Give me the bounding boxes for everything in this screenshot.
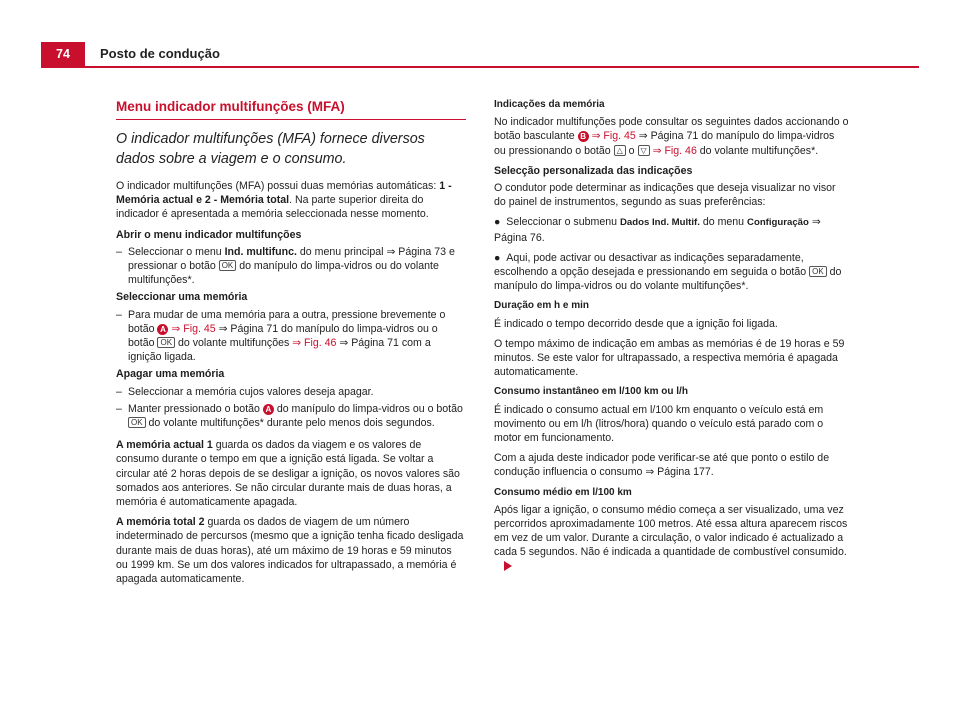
average-consumption-paragraph: Após ligar a ignição, o consumo médio começa a ser visualizado, uma vez percorridos aproximadamente 100 metros. Até essa altura aparecem riscos em vez de um valor. Durante a circulação, o valor indicado é actualizado a cada 5 segundos. Não é indicada a quantidade de combustível consumido.	[494, 503, 849, 574]
erase-memory-heading: Apagar uma memória	[116, 368, 225, 381]
ok-key-icon: OK	[128, 417, 146, 428]
lead-text: O indicador multifunções (MFA) fornece diversos dados sobre a viagem e o consumo.	[116, 131, 425, 167]
header-rule	[41, 66, 919, 68]
button-a-icon: A	[157, 324, 168, 335]
continue-arrow-icon	[504, 561, 512, 571]
duration-heading: Duração em h e min	[494, 300, 590, 312]
memory-1-paragraph: A memória actual 1 guarda os dados da viagem e os valores de consumo durante o tempo em que a ignição está ligada. Se voltar a circular até 2 horas depois de se desligar a ignição, os novos valores são somados aos anteriores. Se não circular durante mais de duas horas, a memória é automaticamente apagada.	[116, 439, 460, 509]
personalized-paragraph: O condutor pode determinar as indicações que deseja visualizar no visor do painel de instrumentos, segundo as suas preferências:	[494, 182, 836, 209]
ok-key-icon: OK	[219, 260, 237, 271]
fig-46-link[interactable]: ⇒ Fig. 46	[292, 337, 337, 350]
bullet-dot-icon: ●	[494, 216, 501, 229]
erase-memory-step-2: – Manter pressionado o botão A do manípulo do limpa-vidros ou o botão OK do volante multifunções* durante pelo menos dois segundos.	[116, 402, 463, 430]
fig-45-link[interactable]: ⇒ Fig. 45	[171, 322, 216, 335]
chapter-title: Posto de condução	[100, 46, 220, 61]
duration-paragraph-1: É indicado o tempo decorrido desde que a ignição foi ligada.	[494, 317, 778, 330]
button-b-icon: B	[578, 131, 589, 142]
down-key-icon: ▽	[638, 145, 650, 156]
ok-key-icon: OK	[157, 337, 175, 348]
open-menu-step: – Seleccionar o menu Ind. multifunc. do menu principal ⇒ Página 73 e pressionar o botão OK do manípulo do limpa-vidros ou do volante multifunções*.	[116, 245, 455, 287]
intro-paragraph: O indicador multifunções (MFA) possui duas memórias automáticas: 1 - Memória actual e 2 - Memória total. Na parte superior direita do indicador é apresentada a memória seleccionada nesse momento.	[116, 180, 452, 221]
bullet-submenu: ● Seleccionar o submenu Dados Ind. Multif. do menu Configuração ⇒ Página 76.	[494, 216, 821, 244]
bullet-dot-icon: ●	[494, 251, 501, 264]
erase-memory-step-1: – Seleccionar a memória cujos valores deseja apagar.	[116, 385, 374, 398]
right-column	[494, 98, 849, 580]
select-memory-step: – Para mudar de uma memória para a outra, pressione brevemente o botão A ⇒ Fig. 45 ⇒ Página 71 do manípulo do limpa-vidros ou o botão OK do volante multifunções ⇒ Fig. 46 ⇒ Página 71 com a ignição ligada.	[116, 308, 446, 364]
personalized-heading: Selecção personalizada das indicações	[494, 164, 693, 177]
select-memory-heading: Seleccionar uma memória	[116, 291, 248, 304]
fig-45-link[interactable]: ⇒ Fig. 45	[591, 130, 636, 143]
instant-consumption-heading: Consumo instantâneo em l/100 km ou l/h	[494, 386, 688, 398]
indications-heading: Indicações da memória	[494, 99, 605, 110]
section-title: Menu indicador multifunções (MFA)	[116, 98, 466, 120]
instant-consumption-paragraph-1: É indicado o consumo actual em l/100 km enquanto o veículo está em movimento ou em l/h (litros/hora) quando o veículo está parado com o motor em funcionamento.	[494, 403, 824, 445]
indications-paragraph: No indicador multifunções pode consultar os seguintes dados accionando o botão basculante B ⇒ Fig. 45 ⇒ Página 71 do manípulo do limpa-vidros ou pressionando o botão △ o ▽ ⇒ Fig. 46 do volante multifunções*.	[494, 116, 849, 157]
button-a-icon: A	[263, 404, 274, 415]
memory-2-paragraph: A memória total 2 guarda os dados de viagem de um número indeterminado de percursos (mesmo que a ignição tenha ficado desligada durante mais de duas horas), até um máximo de 19 horas e 59 minutos ou 1999 km. Se um dos valores indicados for ultrapassado, a memória é apagada automaticamente.	[116, 516, 464, 586]
instant-consumption-paragraph-2: Com a ajuda deste indicador pode verificar-se até que ponto o estilo de condução influencia o consumo ⇒ Página 177.	[494, 452, 830, 479]
fig-46-link[interactable]: ⇒ Fig. 46	[652, 144, 697, 157]
page-number: 74	[41, 42, 85, 66]
up-key-icon: △	[614, 145, 626, 156]
bullet-activate: ● Aqui, pode activar ou desactivar as indicações separadamente, escolhendo a opção desejada e pressionando em seguida o botão OK do manípulo do limpa-vidros ou do volante multifunções*.	[494, 251, 842, 293]
open-menu-heading: Abrir o menu indicador multifunções	[116, 228, 302, 241]
duration-paragraph-2: O tempo máximo de indicação em ambas as memórias é de 19 horas e 59 minutos. Se este valor for ultrapassado, a respectiva memória é apagada automaticamente.	[494, 337, 845, 379]
ok-key-icon: OK	[809, 266, 827, 277]
average-consumption-heading: Consumo médio em l/100 km	[494, 486, 632, 498]
left-column	[116, 98, 466, 592]
